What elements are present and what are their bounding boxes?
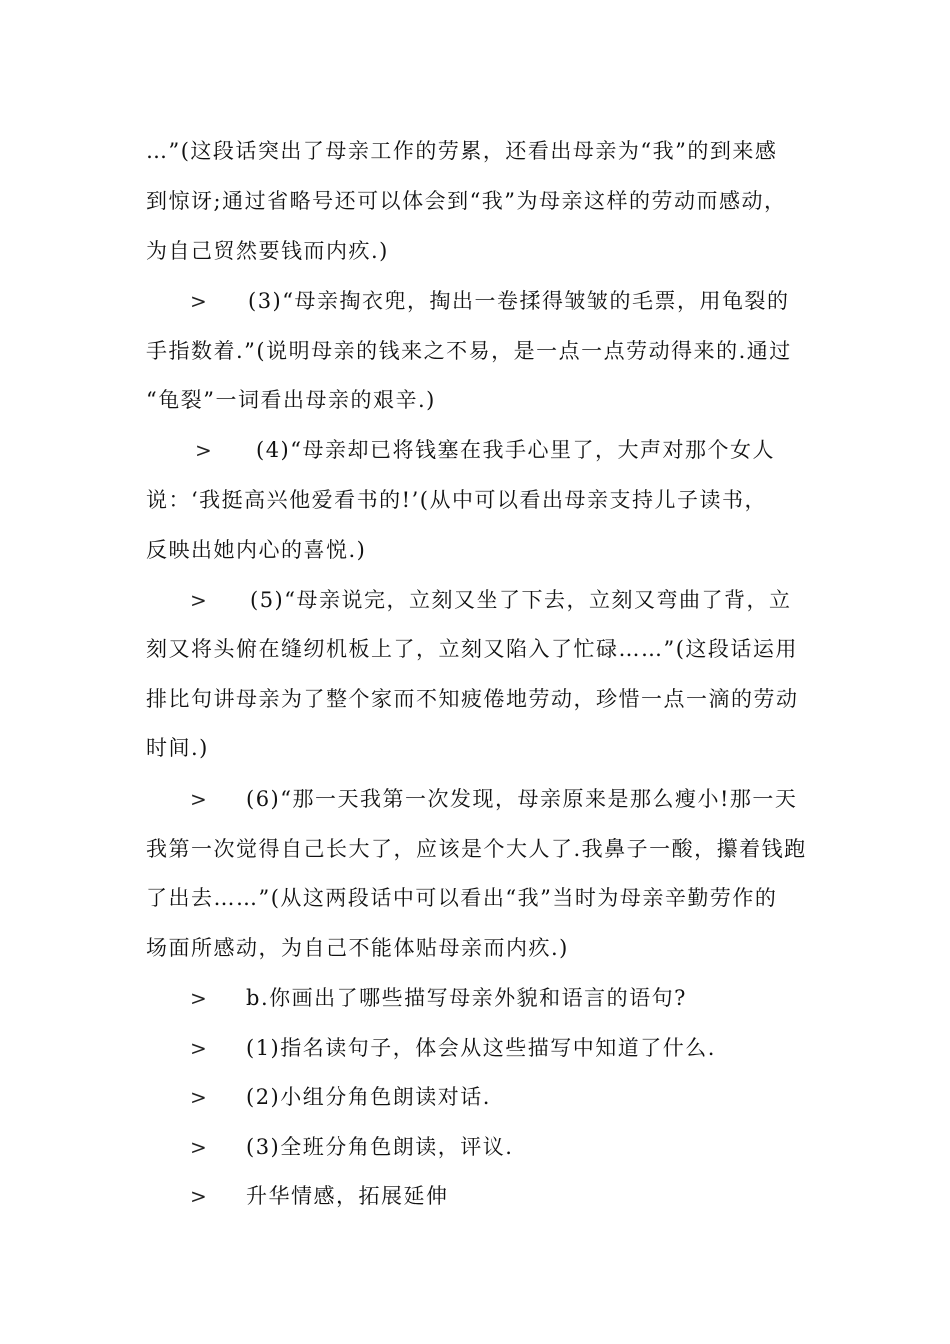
bullet-arrow-icon: > bbox=[195, 438, 212, 462]
text-line: …”(这段话突出了母亲工作的劳累，还看出母亲为“我”的到来感 bbox=[146, 139, 778, 163]
text-line: (1)指名读句子，体会从这些描写中知道了什么. bbox=[246, 1036, 716, 1060]
text-line: 手指数着.”(说明母亲的钱来之不易，是一点一点劳动得来的.通过 bbox=[146, 339, 792, 363]
text-line: 我第一次觉得自己长大了，应该是个大人了.我鼻子一酸，攥着钱跑 bbox=[146, 837, 807, 861]
bullet-arrow-icon: > bbox=[190, 1085, 207, 1109]
bullet-arrow-icon: > bbox=[190, 1184, 207, 1208]
text-line: b.你画出了哪些描写母亲外貌和语言的语句? bbox=[246, 986, 687, 1010]
bullet-arrow-icon: > bbox=[190, 787, 207, 811]
section-heading: 升华情感，拓展延伸 bbox=[246, 1184, 449, 1208]
bullet-arrow-icon: > bbox=[190, 289, 207, 313]
text-line: 刻又将头俯在缝纫机板上了，立刻又陷入了忙碌……”(这段话运用 bbox=[146, 637, 798, 661]
text-line: 说：‘我挺高兴他爱看书的!’(从中可以看出母亲支持儿子读书， bbox=[146, 488, 767, 512]
text-line: 为自己贸然要钱而内疚.) bbox=[146, 239, 389, 263]
bullet-arrow-icon: > bbox=[190, 986, 207, 1010]
bullet-arrow-icon: > bbox=[190, 588, 207, 612]
text-line: (5)“母亲说完，立刻又坐了下去，立刻又弯曲了背，立 bbox=[250, 588, 792, 612]
text-line: 反映出她内心的喜悦.) bbox=[146, 538, 367, 562]
text-line: (6)“那一天我第一次发现，母亲原来是那么瘦小!那一天 bbox=[246, 787, 798, 811]
bullet-arrow-icon: > bbox=[190, 1036, 207, 1060]
text-line: 了出去……”(从这两段话中可以看出“我”当时为母亲辛勤劳作的 bbox=[146, 886, 778, 910]
text-line: 排比句讲母亲为了整个家而不知疲倦地劳动，珍惜一点一滴的劳动 bbox=[146, 687, 799, 711]
text-line: (2)小组分角色朗读对话. bbox=[246, 1085, 491, 1109]
bullet-arrow-icon: > bbox=[190, 1135, 207, 1159]
text-line: (3)“母亲掏衣兜，掏出一卷揉得皱皱的毛票，用龟裂的 bbox=[248, 289, 790, 313]
text-line: “龟裂”一词看出母亲的艰辛.) bbox=[146, 388, 436, 412]
text-line: 到惊讶;通过省略号还可以体会到“我”为母亲这样的劳动而感动， bbox=[146, 189, 787, 213]
text-line: (3)全班分角色朗读，评议. bbox=[246, 1135, 514, 1159]
text-line: 时间.) bbox=[146, 736, 209, 760]
text-line: (4)“母亲却已将钱塞在我手心里了，大声对那个女人 bbox=[256, 438, 775, 462]
text-line: 场面所感动，为自己不能体贴母亲而内疚.) bbox=[146, 936, 569, 960]
